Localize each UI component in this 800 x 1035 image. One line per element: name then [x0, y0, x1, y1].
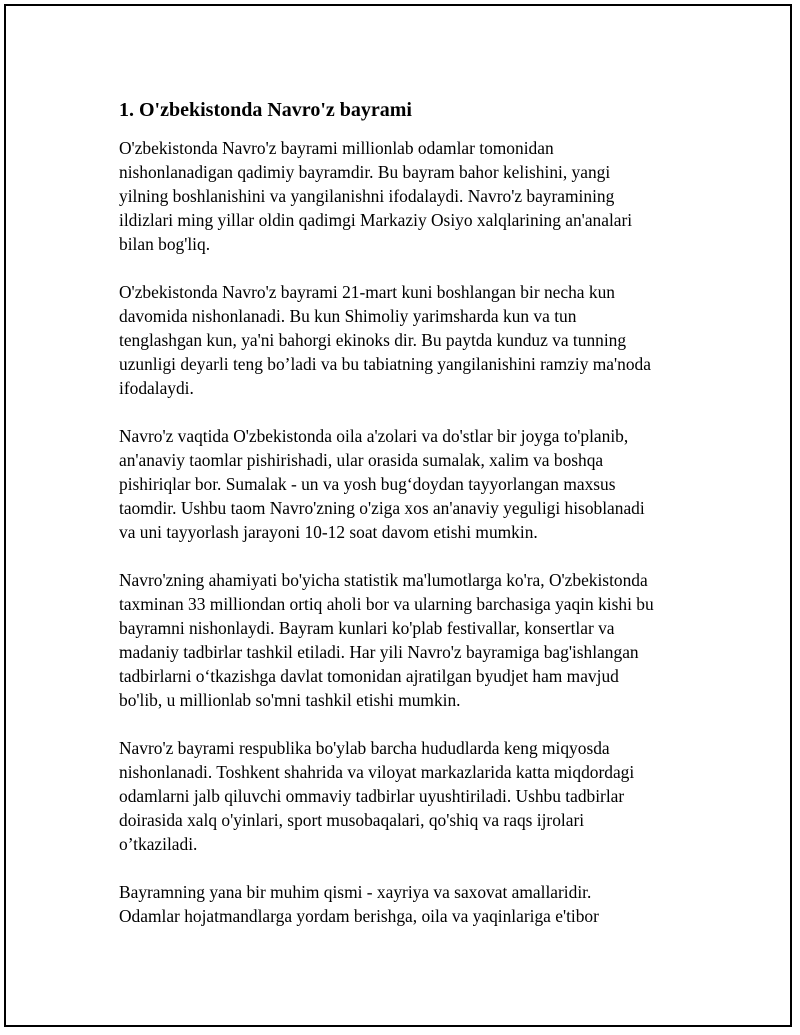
text-line: O'zbekistonda Navro'z bayrami 21-mart kuni boshlangan bir necha kun [119, 282, 615, 302]
text-line: O'zbekistonda Navro'z bayrami millionlab odamlar tomonidan [119, 138, 554, 158]
text-line: tadbirlarni o‘tkazishga davlat tomonidan ajratilgan byudjet ham mavjud [119, 666, 619, 686]
text-line: an'anaviy taomlar pishirishadi, ular orasida sumalak, xalim va boshqa [119, 450, 604, 470]
text-line: taomdir. Ushbu taom Navro'zning o'ziga xos an'anaviy yeguligi hisoblanadi [119, 498, 645, 518]
text-line: Odamlar hojatmandlarga yordam berishga, oila va yaqinlariga e'tibor [119, 906, 599, 926]
text-line: va uni tayyorlash jarayoni 10-12 soat davom etishi mumkin. [119, 522, 538, 542]
text-line: ifodalaydi. [119, 378, 194, 398]
text-line: yilning boshlanishini va yangilanishni ifodalaydi. Navro'z bayramining [119, 186, 615, 206]
text-line: Navro'zning ahamiyati bo'yicha statistik ma'lumotlarga ko'ra, O'zbekistonda [119, 570, 648, 590]
paragraph-5 [119, 736, 699, 856]
text-line: tenglashgan kun, ya'ni bahorgi ekinoks dir. Bu paytda kunduz va tunning [119, 330, 627, 350]
paragraph-4 [119, 568, 699, 712]
text-line: nishonlanadi. Toshkent shahrida va viloyat markazlarida katta miqdordagi [119, 762, 635, 782]
text-line: ildizlari ming yillar oldin qadimgi Markaziy Osiyo xalqlarining an'analari [119, 210, 633, 230]
text-line: taxminan 33 milliondan ortiq aholi bor va ularning barchasiga yaqin kishi bu [119, 594, 654, 614]
section-heading: 1. O'zbekistonda Navro'z bayrami [119, 99, 412, 121]
text-line: odamlarni jalb qiluvchi ommaviy tadbirlar uyushtiriladi. Ushbu tadbirlar [119, 786, 625, 806]
text-line: bo'lib, u millionlab so'mni tashkil etishi mumkin. [119, 690, 461, 710]
paragraph-6 [119, 880, 699, 928]
page-frame [4, 4, 792, 1027]
text-line: Navro'z vaqtida O'zbekistonda oila a'zolari va do'stlar bir joyga to'planib, [119, 426, 629, 446]
text-line: nishonlanadigan qadimiy bayramdir. Bu bayram bahor kelishini, yangi [119, 162, 611, 182]
text-line: davomida nishonlanadi. Bu kun Shimoliy yarimsharda kun va tun [119, 306, 577, 326]
text-line: uzunligi deyarli teng bo’ladi va bu tabiatning yangilanishini ramziy ma'noda [119, 354, 651, 374]
text-line: Bayramning yana bir muhim qismi - xayriya va saxovat amallaridir. [119, 882, 592, 902]
text-line: doirasida xalq o'yinlari, sport musobaqalari, qo'shiq va raqs ijrolari [119, 810, 585, 830]
document-body [119, 96, 699, 952]
text-line: bayramni nishonlaydi. Bayram kunlari ko'plab festivallar, konsertlar va [119, 618, 615, 638]
paragraph-2 [119, 280, 699, 400]
text-line: pishiriqlar bor. Sumalak - un va yosh bug‘doydan tayyorlangan maxsus [119, 474, 616, 494]
text-line: bilan bog'liq. [119, 234, 211, 254]
text-line: madaniy tadbirlar tashkil etiladi. Har yili Navro'z bayramiga bag'ishlangan [119, 642, 639, 662]
text-line: Navro'z bayrami respublika bo'ylab barcha hududlarda keng miqyosda [119, 738, 610, 758]
paragraph-1 [119, 136, 699, 256]
text-line: o’tkaziladi. [119, 834, 198, 854]
paragraph-3 [119, 424, 699, 544]
